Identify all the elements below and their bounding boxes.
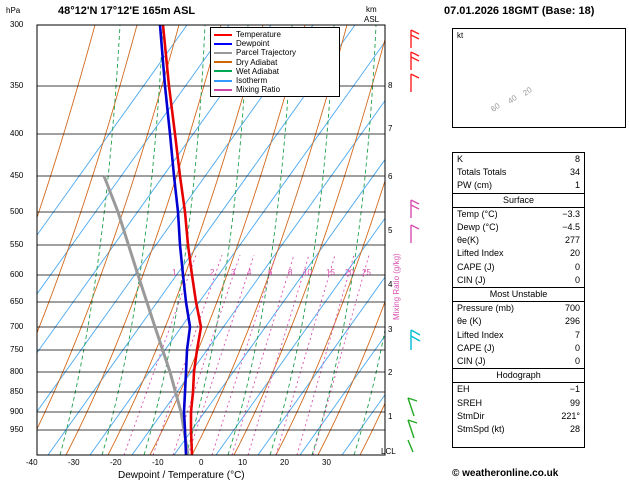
row-value: 7 — [574, 329, 580, 340]
ytick-400: 400 — [10, 129, 24, 138]
mixing-ratio-axis-label — [392, 253, 459, 329]
ytick-300: 300 — [10, 20, 24, 29]
ytick-800: 800 — [10, 367, 24, 376]
ytick-900: 900 — [10, 407, 24, 416]
height-tick-6: 6 — [388, 172, 393, 181]
hodograph-ring-60: 60 — [489, 101, 502, 114]
xtick-20: 20 — [280, 458, 289, 467]
legend-swatch-mixing-ratio — [214, 89, 232, 91]
xtick-10: 10 — [238, 458, 247, 467]
legend-swatch-parcel — [214, 52, 232, 54]
row-value: −4.5 — [562, 222, 580, 233]
mixing-ratio-tick-15: 15 — [326, 268, 335, 277]
row-label: Temp (°C) — [457, 208, 498, 219]
table-row-lifted-index-mu — [453, 329, 584, 342]
ytick-850: 850 — [10, 387, 24, 396]
table-row-dewp — [453, 221, 584, 234]
row-label: PW (cm) — [457, 180, 492, 191]
table-row-k — [453, 153, 584, 166]
row-value: 700 — [564, 303, 580, 314]
row-label: EH — [457, 384, 470, 395]
mixing-ratio-tick-2: 2 — [210, 268, 215, 277]
legend-swatch-dry-adiabat — [214, 61, 232, 63]
row-label: SREH — [457, 397, 483, 408]
hodograph-unit-label: kt — [457, 31, 464, 40]
row-label: Pressure (mb) — [457, 303, 515, 314]
row-value: −3.3 — [562, 208, 580, 219]
legend-item-dry-adiabat — [214, 58, 336, 67]
row-value: 20 — [569, 248, 580, 259]
legend-item-isotherm — [214, 76, 336, 85]
mixing-ratio-tick-25: 25 — [362, 268, 371, 277]
table-row-cin-surface — [453, 274, 584, 287]
chart-legend — [210, 27, 340, 97]
hodograph-ring-40: 40 — [506, 93, 519, 106]
height-tick-3: 3 — [388, 325, 393, 334]
xtick--40: -40 — [26, 458, 38, 467]
legend-label-mixing-ratio: Mixing Ratio — [236, 85, 281, 95]
row-value: 0 — [574, 342, 580, 353]
legend-label-parcel: Parcel Trajectory — [236, 48, 297, 58]
legend-label-isotherm: Isotherm — [236, 76, 268, 86]
row-value: 28 — [569, 424, 580, 435]
height-tick-1: 1 — [388, 412, 393, 421]
hodograph-panel — [452, 28, 626, 128]
row-label: Totals Totals — [457, 167, 507, 178]
table-row-lifted-index-surface — [453, 247, 584, 260]
mixing-ratio-tick-8: 8 — [288, 268, 293, 277]
legend-swatch-dewpoint — [214, 43, 232, 45]
station-title: 48°12'N 17°12'E 165m ASL — [58, 5, 196, 17]
row-value: 221° — [561, 410, 580, 421]
table-header-most-unstable: Most Unstable — [453, 287, 584, 302]
xtick--20: -20 — [110, 458, 122, 467]
ytick-950: 950 — [10, 425, 24, 434]
legend-label-dewpoint: Dewpoint — [236, 39, 270, 49]
table-row-temp — [453, 208, 584, 221]
table-row-sreh — [453, 397, 584, 410]
table-row-cape-mu — [453, 342, 584, 355]
mixing-ratio-tick-20: 20 — [345, 268, 354, 277]
legend-item-temperature — [214, 30, 336, 39]
row-label: Lifted Index — [457, 248, 504, 259]
row-value: 0 — [574, 261, 580, 272]
height-tick-7: 7 — [388, 124, 393, 133]
height-tick-2: 2 — [388, 368, 393, 377]
xtick--30: -30 — [68, 458, 80, 467]
mixing-ratio-tick-1: 1 — [172, 268, 177, 277]
table-row-cape-surface — [453, 261, 584, 274]
ytick-750: 750 — [10, 345, 24, 354]
x-axis-label: Dewpoint / Temperature (°C) — [118, 470, 245, 481]
xtick-0: 0 — [199, 458, 204, 467]
ytick-550: 550 — [10, 240, 24, 249]
ytick-650: 650 — [10, 297, 24, 306]
height-axis-unit: km — [366, 5, 377, 14]
row-value: −1 — [569, 384, 580, 395]
legend-item-wet-adiabat — [214, 67, 336, 76]
row-label: Lifted Index — [457, 329, 504, 340]
xtick-30: 30 — [322, 458, 331, 467]
legend-swatch-wet-adiabat — [214, 70, 232, 72]
row-value: 1 — [574, 180, 580, 191]
indices-table — [452, 152, 585, 448]
row-label: CAPE (J) — [457, 261, 495, 272]
datetime-title: 07.01.2026 18GMT (Base: 18) — [444, 5, 595, 17]
height-tick-8: 8 — [388, 81, 393, 90]
mixing-ratio-tick-3: 3 — [231, 268, 236, 277]
hodograph-ring-20: 20 — [521, 85, 534, 98]
row-value: 34 — [569, 167, 580, 178]
row-label: CIN (J) — [457, 356, 486, 367]
xtick--10: -10 — [152, 458, 164, 467]
credit-label: © weatheronline.co.uk — [452, 468, 559, 479]
table-row-eh — [453, 383, 584, 396]
ytick-450: 450 — [10, 171, 24, 180]
table-row-pw — [453, 179, 584, 192]
row-label: θe (K) — [457, 316, 482, 327]
legend-label-temperature: Temperature — [236, 30, 281, 39]
table-header-surface: Surface — [453, 193, 584, 208]
pressure-axis-unit: hPa — [6, 6, 21, 15]
row-label: StmDir — [457, 410, 485, 421]
legend-label-wet-adiabat: Wet Adiabat — [236, 66, 279, 76]
table-row-pressure-mu — [453, 302, 584, 315]
row-label: K — [457, 154, 464, 164]
legend-item-parcel — [214, 48, 336, 57]
table-row-theta-e-mu — [453, 315, 584, 328]
table-row-cin-mu — [453, 355, 584, 368]
height-tick-4: 4 — [388, 280, 393, 289]
table-row-theta-e-surface — [453, 234, 584, 247]
row-value: 0 — [574, 356, 580, 367]
row-value: 8 — [574, 154, 580, 164]
row-value: 0 — [574, 274, 580, 285]
row-label: StmSpd (kt) — [457, 424, 505, 435]
mixing-ratio-tick-4: 4 — [247, 268, 252, 277]
legend-label-dry-adiabat: Dry Adiabat — [236, 57, 278, 67]
row-label: θe(K) — [457, 235, 480, 246]
ytick-600: 600 — [10, 270, 24, 279]
mixing-ratio-axis-text: Mixing Ratio (g/kg) — [392, 253, 401, 320]
legend-item-mixing-ratio — [214, 85, 336, 94]
row-value: 99 — [569, 397, 580, 408]
mixing-ratio-tick-10: 10 — [303, 268, 312, 277]
row-label: CAPE (J) — [457, 342, 495, 353]
height-axis-unit2: ASL — [364, 15, 380, 24]
ytick-700: 700 — [10, 322, 24, 331]
legend-swatch-isotherm — [214, 80, 232, 82]
legend-swatch-temperature — [214, 34, 232, 36]
table-row-totals-totals — [453, 166, 584, 179]
height-tick-5: 5 — [388, 226, 393, 235]
row-label: Dewp (°C) — [457, 222, 499, 233]
ytick-500: 500 — [10, 207, 24, 216]
table-row-stmdir — [453, 410, 584, 423]
legend-item-dewpoint — [214, 39, 336, 48]
row-value: 296 — [564, 316, 580, 327]
table-header-hodograph: Hodograph — [453, 368, 584, 383]
row-value: 277 — [564, 235, 580, 246]
lcl-label: LCL — [381, 447, 396, 456]
ytick-350: 350 — [10, 81, 24, 90]
mixing-ratio-tick-6: 6 — [268, 268, 273, 277]
table-row-stmspd — [453, 423, 584, 436]
row-label: CIN (J) — [457, 274, 486, 285]
